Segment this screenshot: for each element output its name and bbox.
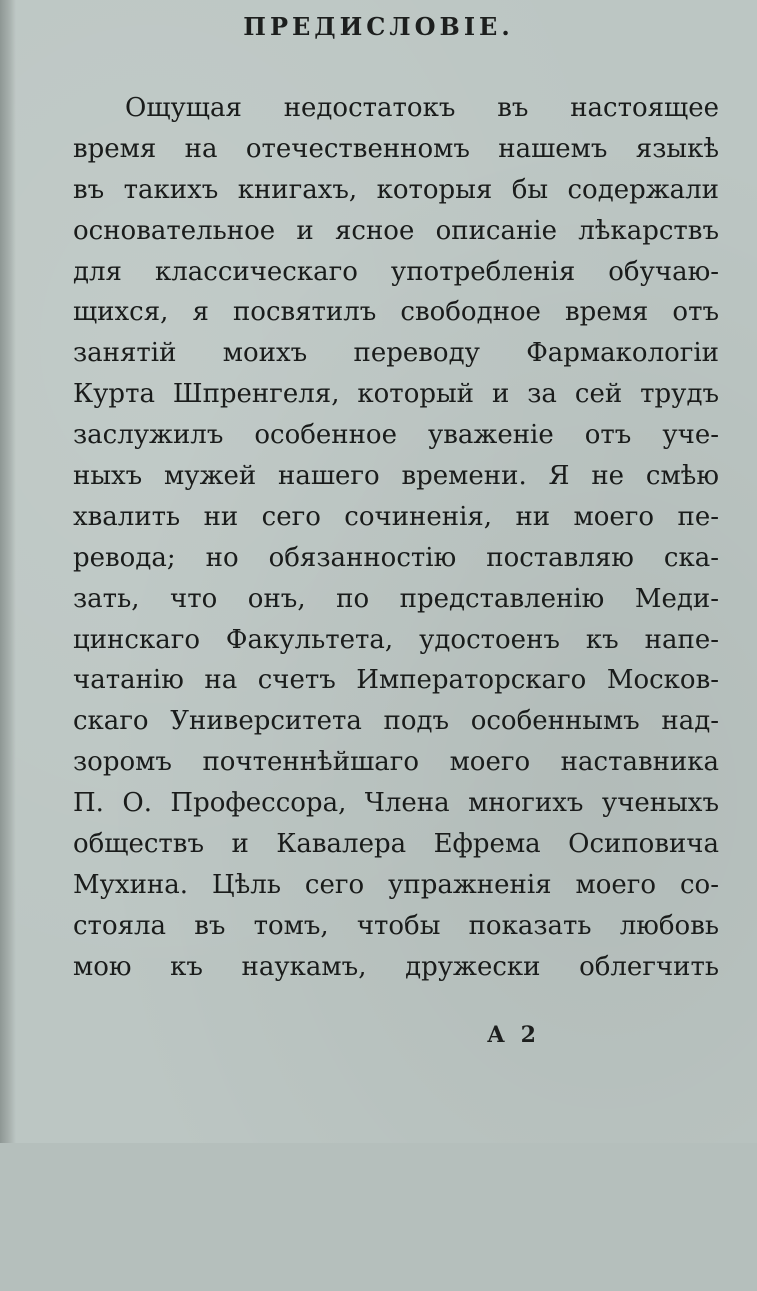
- text-line: чатанію на счетъ Императорскаго Москов-: [73, 665, 719, 696]
- text-line: зоромъ почтеннѣйшаго моего наставника: [73, 747, 719, 778]
- text-line: ныхъ мужей нашего времени. Я не смѣю: [73, 461, 719, 492]
- text-line: хвалить ни сего сочиненія, ни моего пе-: [73, 501, 719, 532]
- page-heading: ПРЕДИСЛОВІЕ.: [243, 12, 514, 41]
- text-line: щихся, я посвятилъ свободное время отъ: [73, 297, 719, 328]
- text-line: ревода; но обязанностію поставляю ска-: [73, 542, 719, 573]
- text-line: скаго Университета подъ особеннымъ над-: [73, 706, 719, 737]
- printer-signature-mark: А 2: [487, 1022, 540, 1048]
- text-line: занятій моихъ переводу Фармакологіи: [73, 338, 719, 369]
- body-text: [73, 88, 719, 988]
- text-line: заслужилъ особенное уваженіе отъ уче-: [73, 420, 719, 451]
- text-line: цинскаго Факультета, удостоенъ къ напе-: [73, 624, 719, 655]
- text-line: основательное и ясное описаніе лѣкарствъ: [73, 215, 719, 246]
- text-line: обществъ и Кавалера Ефрема Осиповича: [73, 829, 719, 860]
- text-line: Ощущая недостатокъ въ настоящее: [125, 93, 719, 123]
- text-line: въ такихъ книгахъ, которыя бы содержали: [73, 174, 719, 205]
- scan-background: [0, 1143, 757, 1291]
- text-line: мою къ наукамъ, дружески облегчить: [73, 951, 719, 982]
- page-spine-edge: [0, 0, 16, 1143]
- text-line: время на отечественномъ нашемъ языкѣ: [73, 133, 719, 164]
- text-line: П. О. Профессора, Члена многихъ ученыхъ: [73, 788, 719, 819]
- text-line: стояла въ томъ, чтобы показать любовь: [73, 910, 719, 941]
- text-line: Курта Шпренгеля, который и за сей трудъ: [73, 379, 719, 410]
- text-line: Мухина. Цѣль сего упражненія моего со-: [73, 869, 719, 900]
- text-line: зать, что онъ, по представленію Меди-: [73, 583, 719, 614]
- text-line: для классическаго употребленія обучаю-: [73, 256, 719, 287]
